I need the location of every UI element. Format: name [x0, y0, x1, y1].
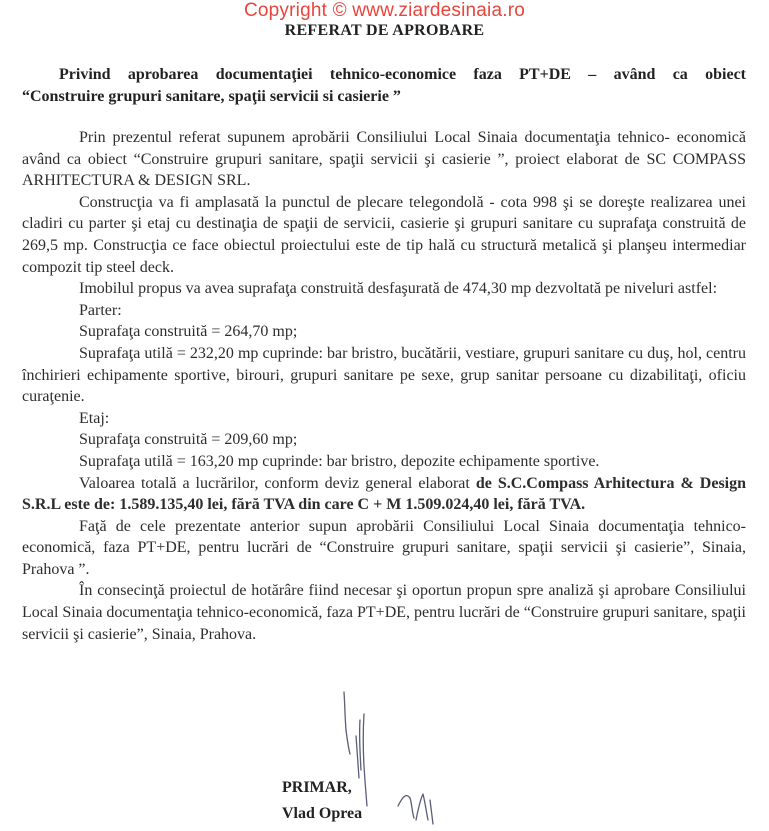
parter-label: Parter:	[79, 301, 122, 319]
parter-built-area: Suprafaţa construită = 264,70 mp;	[79, 323, 298, 341]
signature-role: PRIMAR,	[282, 779, 352, 796]
paragraph-submission: Faţă de cele prezentate anterior supun aprobării Consiliului Local Sinaia documentaţia tehnico-economică, faza PT+DE, pentru lucrări de “Construire grupuri sanitare, spaţii servicii şi casierie”, Sinaia, Prahova ”.	[22, 517, 746, 578]
paragraph-value	[22, 473, 746, 516]
value-intro-text: Valoarea totală a lucrărilor, conform deviz general elaborat	[79, 474, 476, 492]
subject-line-2: “Construire grupuri sanitare, spaţii servicii si casierie ”	[22, 88, 401, 105]
paragraph-location: Construcţia va fi amplasată la punctul de plecare telegondolă - cota 998 şi se doreşte realizarea unei cladiri cu parter şi etaj cu destinaţia de spaţii de servicii, casierie şi grupuri sanitare cu suprafaţa construită de 269,5 mp. Construcţia ce face obiectul proiectului este de tip hală cu structură metalică şi planşeu intermediar compozit tip steel deck.	[22, 193, 746, 276]
document-body	[22, 127, 746, 645]
etaj-label: Etaj:	[79, 409, 110, 427]
document-subject	[22, 64, 746, 108]
signature-block	[282, 775, 362, 827]
copyright-watermark: Copyright © www.ziardesinaia.ro	[243, 0, 526, 21]
subject-line-1: Privind aprobarea documentaţiei tehnico-economice faza PT+DE – având ca obiect	[59, 66, 746, 83]
etaj-built-area: Suprafaţa construită = 209,60 mp;	[79, 431, 298, 449]
paragraph-intro: Prin prezentul referat supunem aprobării Consiliului Local Sinaia documentaţia tehnico- economică având ca obiect “Construire grupuri sanitare, spaţii servicii şi casierie ”, proiect elaborat de SC COMPASS ARHITECTURA & DESIGN SRL.	[22, 129, 746, 190]
document-title: REFERAT DE APROBARE	[284, 22, 485, 39]
paragraph-conclusion: În consecinţă proiectul de hotărâre fiind necesar şi oportun propun spre analiză şi aprobare Consiliului Local Sinaia documentaţia tehnico-economică, faza PT+DE, pentru lucrări de “Construire grupuri sanitare, spaţii servicii şi casierie”, Sinaia, Prahova.	[22, 582, 746, 643]
signature-name: Vlad Oprea	[282, 805, 363, 822]
parter-usable-area: Suprafaţa utilă = 232,20 mp cuprinde: bar bristro, bucătării, vestiare, grupuri sanitare cu duş, hol, centru închirieri echipamente sportive, birouri, grupuri sanitare pe sexe, grup sanitar persoane cu dizabilitaţi, oficiu curaţenie.	[22, 344, 746, 406]
paragraph-area: Imobilul propus va avea suprafaţa construită desfaşurată de 474,30 mp dezvoltată pe niveluri astfel:	[79, 280, 718, 298]
value-amount-text: de S.C.Compass Arhitectura & Design S.R.L este de: 1.589.135,40 lei, fără TVA din care C + M 1.509.024,40 lei, fără TVA.	[22, 474, 747, 514]
etaj-usable-area: Suprafaţa utilă = 163,20 mp cuprinde: bar bristro, depozite echipamente sportive.	[79, 452, 600, 470]
